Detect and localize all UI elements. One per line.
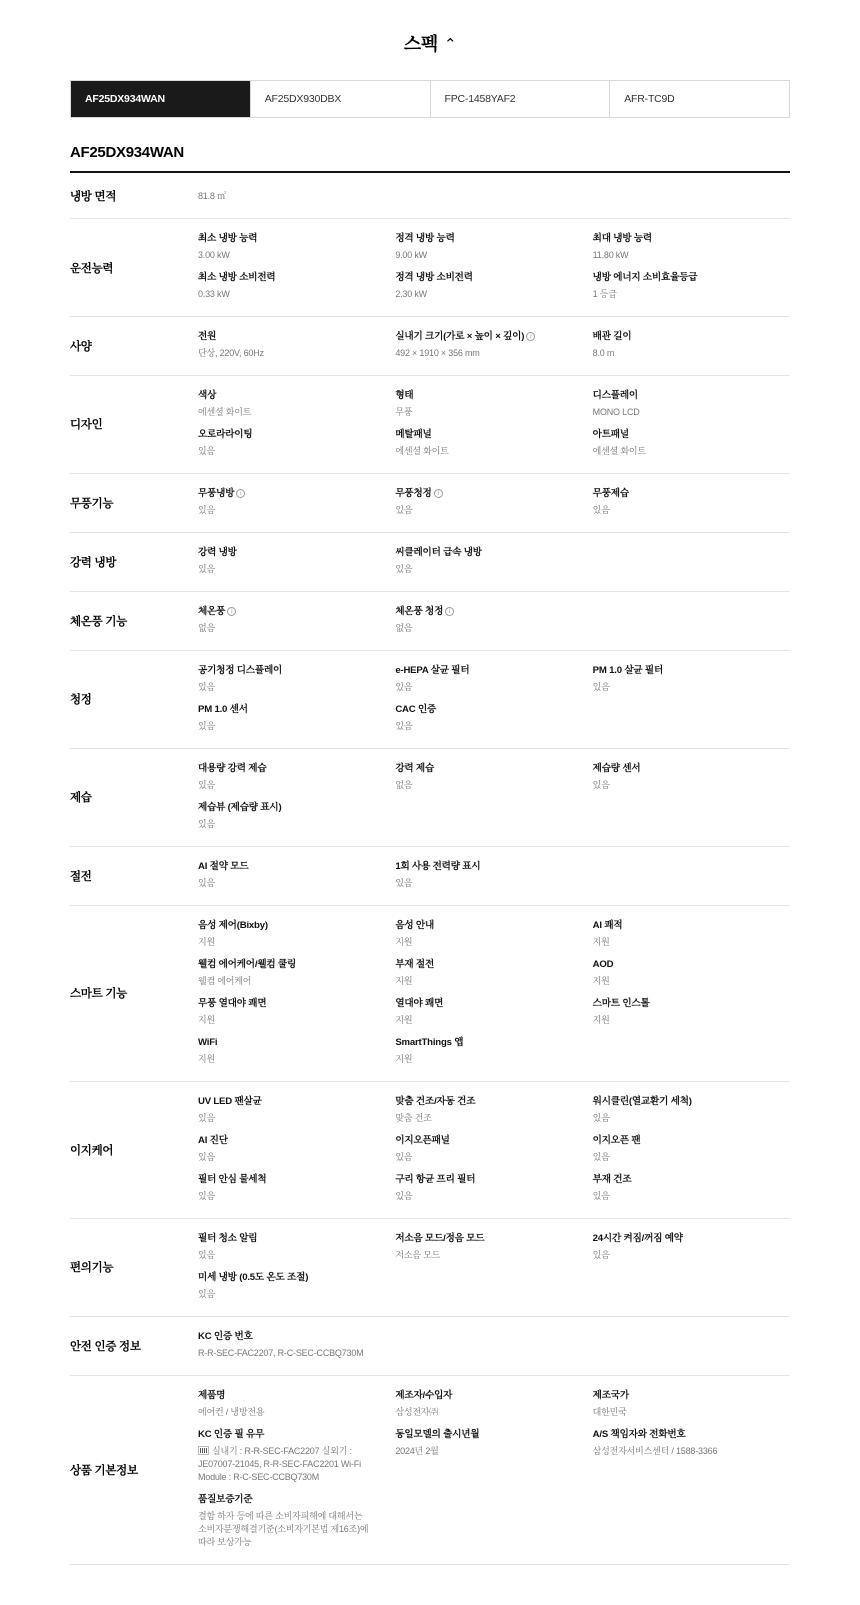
spec-item-value: 있음 xyxy=(395,504,413,515)
spec-item xyxy=(395,993,592,1032)
spec-row xyxy=(70,219,790,317)
spec-category-label: 청정 xyxy=(70,694,92,707)
spec-item-key: 제습량 센서 xyxy=(592,762,641,774)
spec-item-key: 무풍청정 i xyxy=(395,488,580,501)
model-tab-3[interactable]: AFR-TC9D xyxy=(610,81,789,117)
spec-item xyxy=(593,326,790,365)
spec-item-key: 최소 냉방 소비전력 xyxy=(198,272,276,284)
spec-item-value: 9.00 kW xyxy=(395,249,427,260)
spec-row xyxy=(70,1218,790,1316)
spec-item-key: e-HEPA 살균 필터 xyxy=(395,664,470,676)
spec-item xyxy=(593,1424,790,1489)
spec-item-key: 24시간 켜짐/꺼짐 예약 xyxy=(592,1232,683,1244)
spec-item-value: 2.30 kW xyxy=(395,288,427,299)
spec-item-key: 무풍냉방 i xyxy=(198,488,383,501)
spec-item xyxy=(198,1385,395,1424)
spec-item-value: 있음 xyxy=(198,720,215,731)
model-tab-2[interactable]: FPC-1458YAF2 xyxy=(431,81,611,117)
spec-category-label: 운전능력 xyxy=(70,262,114,275)
spec-values-cell xyxy=(198,219,790,317)
spec-item xyxy=(395,1032,592,1071)
model-tab-1[interactable]: AF25DX930DBX xyxy=(251,81,431,117)
model-tab-0[interactable]: AF25DX934WAN xyxy=(71,81,251,117)
spec-item-key: 음성 안내 xyxy=(395,919,435,931)
spec-row xyxy=(70,532,790,591)
spec-item-value: 없음 xyxy=(395,779,413,790)
spec-item-key: PM 1.0 센서 xyxy=(198,703,248,715)
spec-item-key: 공기청정 디스플레이 xyxy=(198,664,283,676)
spec-item-value: 1 등급 xyxy=(592,288,617,299)
spec-item-value: 있음 xyxy=(592,1151,610,1162)
spec-item-value: 에센셜 화이트 xyxy=(198,406,252,417)
spec-item-key: 형태 xyxy=(395,390,414,401)
spec-item-key: 대용량 강력 제습 xyxy=(198,762,267,774)
spec-row xyxy=(70,650,790,748)
spec-item-key: 무풍제습 xyxy=(592,487,629,499)
spec-item xyxy=(198,1326,395,1365)
spec-item-value: 3.00 kW xyxy=(198,249,230,260)
spec-item-key: 전원 xyxy=(198,331,217,343)
selected-model-title: AF25DX934WAN xyxy=(70,144,790,173)
spec-item xyxy=(198,1032,395,1071)
spec-item-value: 있음 xyxy=(198,818,215,829)
spec-item-value: 지원 xyxy=(395,1053,413,1064)
spec-item xyxy=(198,601,395,640)
spec-values-cell xyxy=(198,905,790,1081)
spec-item xyxy=(198,326,395,365)
spec-item-value: 있음 xyxy=(395,563,413,574)
spec-item-key: 냉방 에너지 소비효율등급 xyxy=(592,272,698,284)
spec-item-value-text: 실내기 : R-R-SEC-FAC2207 실외기 : JE07007-21045, R-R-SEC-FAC2201 Wi-Fi Module : R-C-SEC-CCBQ730M xyxy=(198,1445,361,1482)
spec-item-key: AI 절약 모드 xyxy=(198,860,249,872)
spec-item-key: 필터 청소 알림 xyxy=(198,1232,258,1244)
spec-category-label: 스마트 기능 xyxy=(70,988,127,1001)
spec-item xyxy=(593,758,790,797)
spec-category-label: 사양 xyxy=(70,341,92,353)
info-icon[interactable]: i xyxy=(434,489,443,498)
spec-row xyxy=(70,376,790,474)
spec-item xyxy=(198,1228,395,1267)
spec-item xyxy=(593,954,790,993)
spec-values-cell xyxy=(198,317,790,376)
spec-item xyxy=(198,660,395,699)
spec-item xyxy=(198,758,395,797)
spec-item-value: 있음 xyxy=(592,504,610,515)
spec-item xyxy=(198,228,395,267)
spec-item xyxy=(593,267,790,306)
spec-item-value: 있음 xyxy=(592,1112,610,1123)
spec-item-value: 결함 하자 등에 따른 소비자피해에 대해서는 소비자분쟁해결기준(소비자기본법 제16조)에 따라 보상가능 xyxy=(198,1510,369,1547)
spec-category-label: 절전 xyxy=(70,870,92,883)
spec-item-key: KC 인증 필 유무 xyxy=(198,1428,265,1440)
spec-item-key: 무풍 열대야 쾌면 xyxy=(198,997,267,1009)
spec-row xyxy=(70,846,790,905)
spec-item xyxy=(395,483,592,522)
spec-item-key: 스마트 인스톨 xyxy=(592,997,650,1009)
info-icon[interactable]: i xyxy=(227,607,236,616)
spec-item xyxy=(593,915,790,954)
spec-item-key: CAC 인증 xyxy=(395,703,437,715)
spec-category-label: 체온풍 기능 xyxy=(70,615,127,628)
spec-item xyxy=(395,542,592,581)
spec-item xyxy=(198,699,395,738)
spec-item xyxy=(198,1489,395,1554)
spec-item-value: 지원 xyxy=(198,1014,215,1025)
spec-item-key: 제습뷰 (제습량 표시) xyxy=(198,801,282,813)
spec-item-value: 8.0 m xyxy=(592,347,615,358)
spec-item-value: 에센셜 화이트 xyxy=(592,445,646,456)
spec-item-value: 2024년 2월 xyxy=(395,1445,439,1456)
spec-item xyxy=(593,424,790,463)
spec-item xyxy=(593,660,790,699)
spec-item xyxy=(395,1228,592,1267)
spec-item-value: 지원 xyxy=(198,936,215,947)
spec-item-key: 제조국가 xyxy=(592,1389,629,1401)
spec-item-key: A/S 책임자와 전화번호 xyxy=(592,1428,686,1440)
spec-item xyxy=(198,483,395,522)
spec-item-key: UV LED 팬살균 xyxy=(198,1095,262,1107)
spec-item xyxy=(395,660,592,699)
spec-category-label: 강력 냉방 xyxy=(70,556,117,569)
spec-item-key: 제품명 xyxy=(198,1389,226,1401)
spec-values-cell xyxy=(198,1316,790,1375)
spec-item-value: 무풍 xyxy=(395,406,413,417)
spec-item-value: 있음 xyxy=(198,1112,215,1123)
info-icon[interactable]: i xyxy=(445,607,454,616)
spec-row xyxy=(70,748,790,846)
spec-item-key: 미세 냉방 (0.5도 온도 조절) xyxy=(198,1271,309,1283)
spec-values-cell xyxy=(198,173,790,219)
spec-item-key: 아트패널 xyxy=(592,428,629,440)
spec-item-key: 오로라라이팅 xyxy=(198,428,253,440)
spec-row xyxy=(70,1316,790,1375)
spec-item-value: 492 × 1910 × 356 mm xyxy=(395,347,480,358)
spec-item xyxy=(198,267,395,306)
spec-item xyxy=(198,856,395,895)
spec-item-value: 에센셜 화이트 xyxy=(395,445,449,456)
spec-item-key: 실내기 크기(가로 × 높이 × 깊이) i xyxy=(395,331,580,344)
spec-item-key: 강력 냉방 xyxy=(198,546,237,558)
spec-table xyxy=(70,173,790,1565)
spec-item-key: 구리 항균 프리 필터 xyxy=(395,1173,476,1185)
spec-item-key: 체온풍 청정 i xyxy=(395,606,580,619)
spec-category-label: 디자인 xyxy=(70,419,103,432)
spec-row xyxy=(70,1081,790,1218)
spec-item-key: 제조자/수입자 xyxy=(395,1389,453,1401)
spec-item-value: 있음 xyxy=(592,681,610,692)
spec-item-value: 있음 xyxy=(592,779,610,790)
spec-item-key: 동일모델의 출시년월 xyxy=(395,1428,480,1440)
spec-values-cell xyxy=(198,473,790,532)
spec-item xyxy=(593,483,790,522)
spec-item-value: 있음 xyxy=(198,1151,215,1162)
spec-item-value: 있음 xyxy=(592,1190,610,1201)
spec-item-key: 저소음 모드/정음 모드 xyxy=(395,1232,485,1244)
spec-item-key: 부재 건조 xyxy=(592,1173,632,1185)
spec-item xyxy=(395,424,592,463)
spec-item-value: 지원 xyxy=(592,1014,610,1025)
page-title-text: 스펙 xyxy=(403,34,438,54)
info-icon[interactable]: i xyxy=(236,489,245,498)
spec-item xyxy=(395,267,592,306)
spec-item-key: 씨클레이터 급속 냉방 xyxy=(395,546,482,558)
spec-item xyxy=(198,182,395,208)
spec-values-cell xyxy=(198,650,790,748)
spec-item xyxy=(395,758,592,797)
spec-values-cell xyxy=(198,1218,790,1316)
spec-item-key: 정격 냉방 능력 xyxy=(395,233,455,245)
spec-category-label: 무풍기능 xyxy=(70,497,114,510)
spec-item-key: 열대야 쾌면 xyxy=(395,997,444,1009)
spec-item-key: 웰컴 에어케어/웰컴 쿨링 xyxy=(198,958,297,970)
spec-item xyxy=(198,993,395,1032)
spec-item xyxy=(198,542,395,581)
spec-item-value: 있음 xyxy=(198,1190,215,1201)
spec-item-value: 삼성전자서비스센터 / 1588-3366 xyxy=(592,1445,718,1456)
spec-item xyxy=(198,385,395,424)
spec-row xyxy=(70,173,790,219)
spec-item-value: 웰컴 에어케어 xyxy=(198,975,252,986)
spec-item-value: 있음 xyxy=(198,877,215,888)
spec-category-label: 냉방 면적 xyxy=(70,190,117,203)
spec-item-value: 지원 xyxy=(592,975,610,986)
spec-item-key: AI 진단 xyxy=(198,1134,228,1146)
spec-category-label: 제습 xyxy=(70,792,92,805)
spec-item-key: 배관 길이 xyxy=(592,331,632,343)
spec-item xyxy=(198,1267,395,1306)
spec-row xyxy=(70,473,790,532)
spec-item-key: PM 1.0 살균 필터 xyxy=(592,664,664,676)
spec-item xyxy=(395,326,592,365)
spec-item-key: 이지오픈패널 xyxy=(395,1134,450,1146)
spec-item-value: MONO LCD xyxy=(592,406,640,417)
spec-item-value: 있음 xyxy=(198,504,215,515)
spec-item xyxy=(395,601,592,640)
spec-item xyxy=(395,1169,592,1208)
spec-item-value: 있음 xyxy=(395,1151,413,1162)
spec-item-value: 지원 xyxy=(592,936,610,947)
spec-item-value: 있음 xyxy=(198,1288,215,1299)
spec-item-value: 대한민국 xyxy=(592,1406,627,1417)
spec-item-key: 정격 냉방 소비전력 xyxy=(395,272,473,284)
spec-item-key: 최대 냉방 능력 xyxy=(592,233,652,245)
spec-item-key: 음성 제어(Bixby) xyxy=(198,919,268,931)
spec-item-value: 있음 xyxy=(198,445,215,456)
spec-item xyxy=(593,1228,790,1267)
spec-item xyxy=(198,915,395,954)
spec-item-value: 81.8 ㎡ xyxy=(198,191,226,201)
spec-item-key: 품질보증기준 xyxy=(198,1493,253,1505)
spec-item-value: 단상, 220V, 60Hz xyxy=(198,347,264,358)
spec-item-value: 없음 xyxy=(395,622,413,633)
spec-item xyxy=(198,954,395,993)
spec-item xyxy=(593,1385,790,1424)
spec-item-key: 부재 절전 xyxy=(395,958,435,970)
spec-item-value: 맞춤 건조 xyxy=(395,1112,432,1123)
spec-item xyxy=(593,1169,790,1208)
spec-item-key: KC 인증 번호 xyxy=(198,1330,253,1342)
spec-values-cell xyxy=(198,532,790,591)
spec-item-value: 있음 xyxy=(395,720,413,731)
spec-row xyxy=(70,317,790,376)
spec-item xyxy=(395,1091,592,1130)
spec-item-key: WiFi xyxy=(198,1036,218,1048)
spec-item-key: 필터 안심 물세척 xyxy=(198,1173,267,1185)
spec-category-label: 편의기능 xyxy=(70,1262,114,1275)
spec-values-cell xyxy=(198,376,790,474)
page-title xyxy=(0,0,860,80)
spec-item-value: 삼성전자㈜ xyxy=(395,1406,439,1417)
spec-item-key: AI 쾌적 xyxy=(592,919,623,931)
spec-item-value: 있음 xyxy=(592,1249,610,1260)
bottom-spacer xyxy=(0,1565,860,1605)
spec-item xyxy=(395,856,592,895)
spec-item-value: 지원 xyxy=(198,1053,215,1064)
spec-item-value: 0.33 kW xyxy=(198,288,230,299)
spec-item xyxy=(395,385,592,424)
spec-item-key: 맞춤 건조/자동 건조 xyxy=(395,1095,476,1107)
spec-item xyxy=(593,1091,790,1130)
chevron-up-icon[interactable]: ⌃ xyxy=(443,36,457,53)
spec-item-value: 11.80 kW xyxy=(592,249,629,260)
spec-item xyxy=(593,385,790,424)
spec-row xyxy=(70,591,790,650)
spec-item-key: 강력 제습 xyxy=(395,762,435,774)
model-tabs xyxy=(70,80,790,118)
spec-item xyxy=(395,1130,592,1169)
info-icon[interactable]: i xyxy=(526,332,535,341)
spec-item xyxy=(593,993,790,1032)
spec-item-value: 있음 xyxy=(198,779,215,790)
spec-row xyxy=(70,1375,790,1564)
kc-mark-icon xyxy=(198,1446,209,1455)
spec-item-key: 워시클린(열교환기 세척) xyxy=(592,1095,692,1107)
spec-item-value: 지원 xyxy=(395,936,413,947)
spec-item-key: 1회 사용 전력량 표시 xyxy=(395,860,481,872)
spec-category-label: 이지케어 xyxy=(70,1144,114,1157)
spec-item-value xyxy=(198,1445,383,1484)
spec-item-value: R-R-SEC-FAC2207, R-C-SEC-CCBQ730M xyxy=(198,1347,364,1358)
spec-item xyxy=(395,1385,592,1424)
spec-item-value: 있음 xyxy=(395,681,413,692)
spec-item-value: 에어컨 / 냉방전용 xyxy=(198,1406,265,1417)
spec-item-key: 체온풍 i xyxy=(198,606,383,619)
spec-item-value: 없음 xyxy=(198,622,215,633)
spec-item xyxy=(198,1091,395,1130)
spec-item-value: 있음 xyxy=(198,563,215,574)
spec-values-cell xyxy=(198,1375,790,1564)
spec-item xyxy=(593,228,790,267)
spec-item-key: 이지오픈 팬 xyxy=(592,1134,641,1146)
spec-item-value: 저소음 모드 xyxy=(395,1249,441,1260)
spec-item xyxy=(198,797,395,836)
spec-row xyxy=(70,905,790,1081)
spec-values-cell xyxy=(198,1081,790,1218)
spec-item-key: SmartThings 앱 xyxy=(395,1036,464,1048)
spec-item-key: 메탈패널 xyxy=(395,428,432,440)
spec-item-value: 있음 xyxy=(395,877,413,888)
spec-item-value: 지원 xyxy=(395,1014,413,1025)
spec-values-cell xyxy=(198,846,790,905)
spec-item xyxy=(395,228,592,267)
spec-item-value: 지원 xyxy=(395,975,413,986)
spec-item-value: 있음 xyxy=(198,1249,215,1260)
spec-item-value: 있음 xyxy=(198,681,215,692)
spec-values-cell xyxy=(198,748,790,846)
spec-item xyxy=(395,699,592,738)
spec-item-value: 있음 xyxy=(395,1190,413,1201)
spec-item xyxy=(395,1424,592,1489)
spec-item-key: 색상 xyxy=(198,390,217,401)
spec-category-label: 상품 기본정보 xyxy=(70,1464,138,1477)
spec-item-key: 디스플레이 xyxy=(592,390,638,401)
spec-item xyxy=(198,1169,395,1208)
spec-values-cell xyxy=(198,591,790,650)
spec-item-key: AOD xyxy=(592,958,614,970)
spec-item xyxy=(198,424,395,463)
spec-category-label: 안전 인증 정보 xyxy=(70,1340,141,1353)
spec-item xyxy=(593,1130,790,1169)
spec-item xyxy=(395,954,592,993)
spec-item xyxy=(198,1424,395,1489)
spec-item-key: 최소 냉방 능력 xyxy=(198,233,258,245)
spec-item xyxy=(198,1130,395,1169)
spec-item xyxy=(395,915,592,954)
